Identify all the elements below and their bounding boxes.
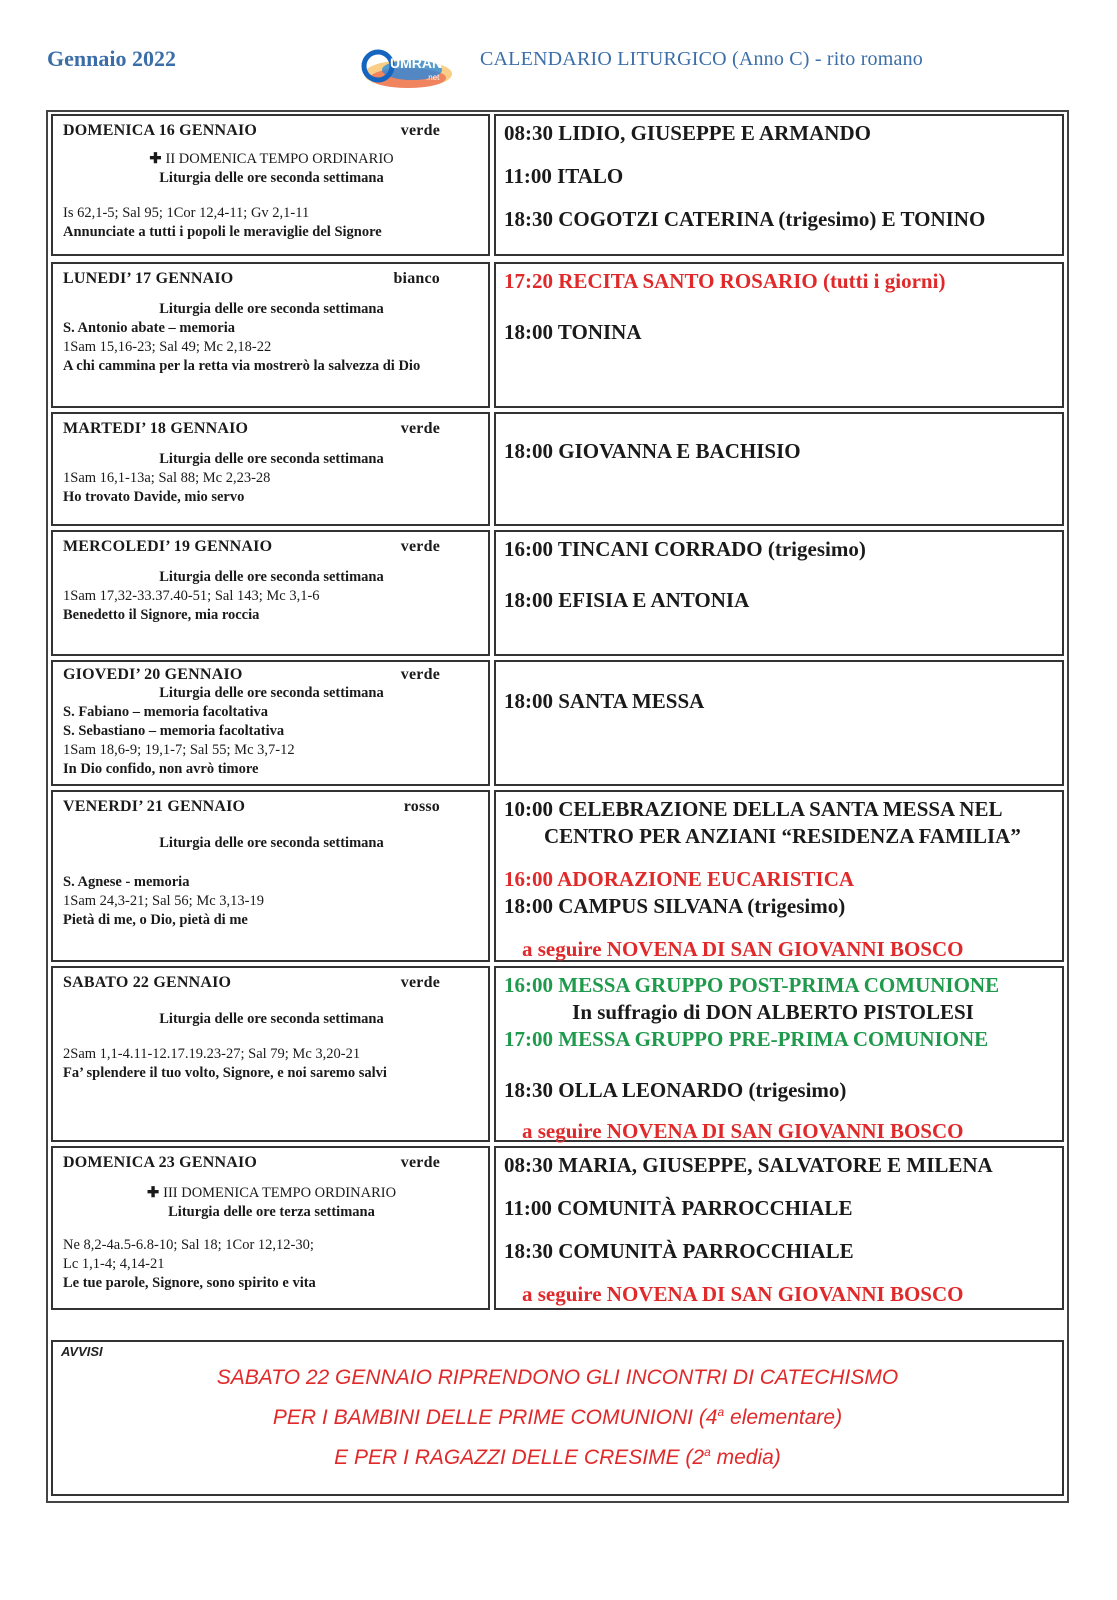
mass-item: 08:30 MARIA, GIUSEPPE, SALVATORE E MILENA xyxy=(504,1153,993,1177)
antiphon: Annunciate a tutti i popoli le meraviglie del Signore xyxy=(63,224,382,240)
day-name: SABATO 22 GENNAIO xyxy=(63,974,232,991)
masses-cell-20 xyxy=(494,660,1064,786)
mass-item: 16:00 TINCANI CORRADO (trigesimo) xyxy=(504,537,866,561)
liturgical-color: verde xyxy=(400,1154,440,1171)
readings: 1Sam 17,32-33.37.40-51; Sal 143; Mc 3,1-6 xyxy=(63,588,320,604)
notices-label: AVVISI xyxy=(61,1344,103,1359)
mass-item: 18:00 TONINA xyxy=(504,320,642,344)
antiphon: In Dio confido, non avrò timore xyxy=(63,761,259,777)
qumran-logo xyxy=(356,40,460,100)
antiphon: Ho trovato Davide, mio servo xyxy=(63,489,245,505)
day-name: GIOVEDI’ 20 GENNAIO xyxy=(63,666,243,683)
liturgical-color: verde xyxy=(400,974,440,991)
masses-cell-17 xyxy=(494,262,1064,408)
liturgical-color: rosso xyxy=(403,798,440,815)
readings: Is 62,1-5; Sal 95; 1Cor 12,4-11; Gv 2,1-11 xyxy=(63,205,310,221)
antiphon: A chi cammina per la retta via mostrerò la salvezza di Dio xyxy=(63,358,421,374)
antiphon: Fa’ splendere il tuo volto, Signore, e noi saremo salvi xyxy=(63,1065,387,1081)
rosary-item: 17:20 RECITA SANTO ROSARIO (tutti i giorni) xyxy=(504,269,946,293)
mass-item: 18:00 SANTA MESSA xyxy=(504,689,705,713)
day-cell-17 xyxy=(51,262,490,408)
mass-item: 16:00 MESSA GRUPPO POST-PRIMA COMUNIONE xyxy=(504,973,1000,997)
mass-item: 11:00 ITALO xyxy=(504,164,624,188)
calendar-month: Gennaio 2022 xyxy=(47,46,176,71)
readings: Ne 8,2-4a.5-6.8-10; Sal 18; 1Cor 12,12-30; xyxy=(63,1237,314,1253)
hours: Liturgia delle ore terza settimana xyxy=(168,1204,375,1220)
novena-item: a seguire NOVENA DI SAN GIOVANNI BOSCO xyxy=(522,937,964,961)
readings: 1Sam 18,6-9; 19,1-7; Sal 55; Mc 3,7-12 xyxy=(63,742,295,758)
hours: Liturgia delle ore seconda settimana xyxy=(159,1011,384,1027)
mass-item: 18:30 COGOTZI CATERINA (trigesimo) E TONINO xyxy=(504,207,986,231)
day-name: DOMENICA 23 GENNAIO xyxy=(63,1154,258,1171)
memoria: S. Agnese - memoria xyxy=(63,874,190,890)
liturgical-color: verde xyxy=(400,538,440,555)
memoria: S. Sebastiano – memoria facoltativa xyxy=(63,723,285,739)
memoria: S. Antonio abate – memoria xyxy=(63,320,235,336)
antiphon: Pietà di me, o Dio, pietà di me xyxy=(63,912,248,928)
liturgical-color: verde xyxy=(400,666,440,683)
day-name: LUNEDI’ 17 GENNAIO xyxy=(63,270,234,287)
hours: Liturgia delle ore seconda settimana xyxy=(159,685,384,701)
day-cell-20 xyxy=(51,660,490,786)
antiphon: Benedetto il Signore, mia roccia xyxy=(63,607,260,623)
masses-cell-21 xyxy=(494,790,1064,962)
day-name: MERCOLEDI’ 19 GENNAIO xyxy=(63,538,273,555)
day-header xyxy=(63,798,480,816)
mass-item: 18:30 OLLA LEONARDO (trigesimo) xyxy=(504,1078,847,1102)
readings: Lc 1,1-4; 4,14-21 xyxy=(63,1256,165,1272)
memoria: S. Fabiano – memoria facoltativa xyxy=(63,704,268,720)
mass-item: 18:00 CAMPUS SILVANA (trigesimo) xyxy=(504,894,846,918)
notice-line: PER I BAMBINI DELLE PRIME COMUNIONI (4$^a$ elementare) xyxy=(272,1405,843,1429)
day-header xyxy=(63,666,480,684)
hours: Liturgia delle ore seconda settimana xyxy=(159,835,384,851)
readings: 1Sam 24,3-21; Sal 56; Mc 3,13-19 xyxy=(63,893,264,909)
mass-item: 08:30 LIDIO, GIUSEPPE E ARMANDO xyxy=(504,121,871,145)
day-header xyxy=(63,1154,480,1172)
antiphon: Le tue parole, Signore, sono spirito e vita xyxy=(63,1275,316,1291)
feast: ✚ III DOMENICA TEMPO ORDINARIO xyxy=(146,1185,397,1201)
cross-icon: ✚ xyxy=(149,151,162,167)
mass-item: 10:00 CELEBRAZIONE DELLA SANTA MESSA NEL xyxy=(504,797,1003,821)
masses-cell-18 xyxy=(494,412,1064,526)
calendar-title: CALENDARIO LITURGICO (Anno C) - rito romano xyxy=(480,48,923,70)
liturgical-color: verde xyxy=(400,122,440,139)
suffrage-note: In suffragio di DON ALBERTO PISTOLESI xyxy=(572,1000,974,1024)
day-name: DOMENICA 16 GENNAIO xyxy=(63,122,258,139)
day-header xyxy=(63,538,480,556)
hours: Liturgia delle ore seconda settimana xyxy=(159,301,384,317)
logo-sub: .net xyxy=(426,73,440,82)
readings: 1Sam 16,1-13a; Sal 88; Mc 2,23-28 xyxy=(63,470,271,486)
readings: 1Sam 15,16-23; Sal 49; Mc 2,18-22 xyxy=(63,339,272,355)
day-header xyxy=(63,122,480,140)
mass-item: 18:30 COMUNITÀ PARROCCHIALE xyxy=(504,1239,854,1263)
liturgical-color: verde xyxy=(400,420,440,437)
masses-cell-23 xyxy=(494,1146,1064,1310)
hours: Liturgia delle ore seconda settimana xyxy=(159,569,384,585)
liturgical-color: bianco xyxy=(393,270,440,287)
feast: ✚ II DOMENICA TEMPO ORDINARIO xyxy=(149,151,394,167)
hours: Liturgia delle ore seconda settimana xyxy=(159,170,384,186)
day-cell-22 xyxy=(51,966,490,1142)
adoration-item: 16:00 ADORAZIONE EUCARISTICA xyxy=(504,867,855,891)
masses-cell-16 xyxy=(494,114,1064,256)
day-cell-21 xyxy=(51,790,490,962)
mass-item: CENTRO PER ANZIANI “RESIDENZA FAMILIA” xyxy=(544,824,1021,848)
day-cell-16 xyxy=(51,114,490,256)
mass-item: 17:00 MESSA GRUPPO PRE-PRIMA COMUNIONE xyxy=(504,1027,989,1051)
notice-line: SABATO 22 GENNAIO RIPRENDONO GLI INCONTRI DI CATECHISMO xyxy=(216,1366,899,1389)
masses-cell-19 xyxy=(494,530,1064,656)
novena-item: a seguire NOVENA DI SAN GIOVANNI BOSCO xyxy=(522,1119,964,1143)
day-name: VENERDI’ 21 GENNAIO xyxy=(63,798,246,815)
day-cell-19 xyxy=(51,530,490,656)
masses-cell-22 xyxy=(494,966,1064,1142)
day-header xyxy=(63,270,480,288)
day-name: MARTEDI’ 18 GENNAIO xyxy=(63,420,249,437)
mass-item: 18:00 GIOVANNA E BACHISIO xyxy=(504,439,801,463)
notice-line: E PER I RAGAZZI DELLE CRESIME (2$^a$ media) xyxy=(334,1445,781,1469)
mass-item: 18:00 EFISIA E ANTONIA xyxy=(504,588,750,612)
day-cell-23 xyxy=(51,1146,490,1310)
mass-item: 11:00 COMUNITÀ PARROCCHIALE xyxy=(504,1196,853,1220)
logo-text: UMRAN xyxy=(390,55,443,71)
day-cell-18 xyxy=(51,412,490,526)
cross-icon: ✚ xyxy=(146,1185,160,1201)
readings: 2Sam 1,1-4.11-12.17.19.23-27; Sal 79; Mc 3,20-21 xyxy=(63,1046,361,1062)
day-header xyxy=(63,974,480,992)
notices-box xyxy=(51,1340,1064,1496)
day-header xyxy=(63,420,480,438)
novena-item: a seguire NOVENA DI SAN GIOVANNI BOSCO xyxy=(522,1282,964,1306)
hours: Liturgia delle ore seconda settimana xyxy=(159,451,384,467)
